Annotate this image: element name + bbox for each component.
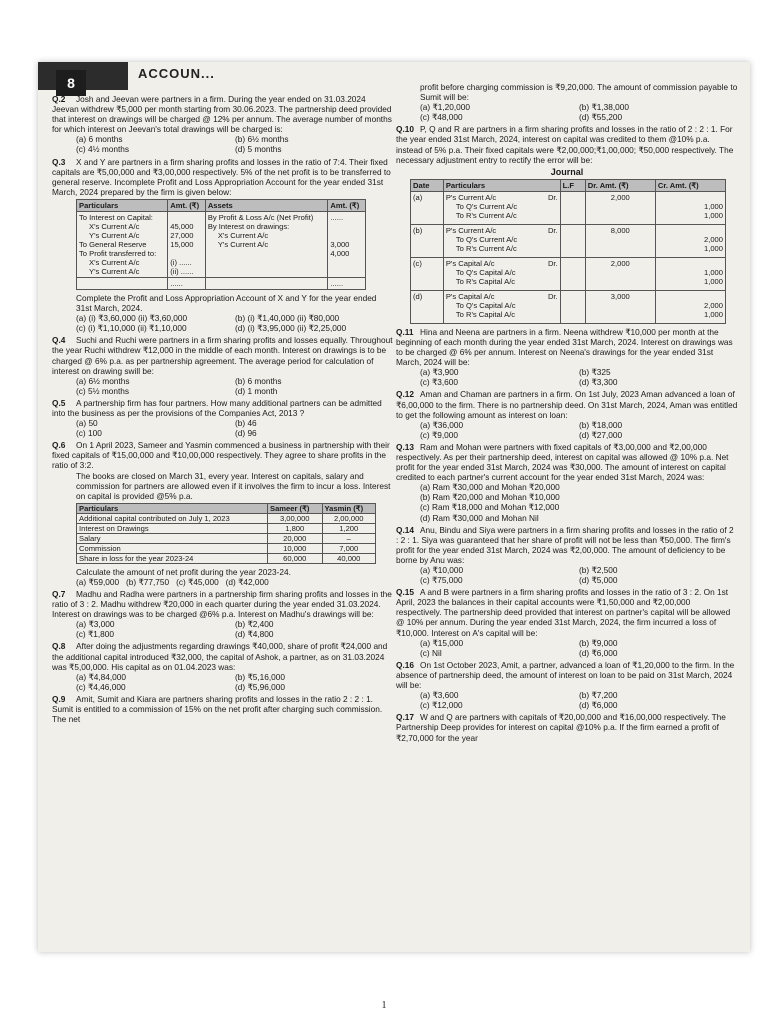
options (420, 420, 738, 440)
option-d: (d) Ram ₹30,000 and Mohan Nil (420, 512, 539, 523)
question-10 (396, 124, 738, 323)
debit-total: ...... (168, 277, 206, 289)
credit-total: ...... (328, 277, 366, 289)
question-text: P, Q and R are partners in a firm sharing profits and losses in the ratio of 2 : 2 : 1. For the year ended 31st March, 2024, interest on capital was credited to them @10% p.a. instead of 5% p.a. Their fixed capitals were ₹2,00,000;₹1,00,000; ₹50,000 respectively. The necessary adjustment entry to rectify the error will be: (396, 124, 734, 165)
amount: 27,000 (170, 230, 194, 240)
line: By Profit & Loss A/c (Net Profit) (207, 212, 314, 222)
cell: 60,000 (268, 553, 323, 563)
options (420, 482, 738, 522)
question-5 (52, 398, 394, 438)
table-row (77, 533, 376, 543)
header-debit: Dr. Amt. (₹) (585, 179, 655, 191)
question-number: Q.14 (396, 524, 414, 535)
option-d: (d) 1 month (235, 385, 278, 396)
question-text-continued: profit before charging commission is ₹9,20,000. The amount of commission payable to Sumit will be: (420, 82, 738, 103)
dr-mark: Dr. (547, 192, 558, 202)
amount: 2,000 (703, 300, 723, 310)
question-text: Hina and Neena are partners in a firm. Neena withdrew ₹10,000 per month at the beginning of each month during the year ended 31st March, 2024. Interest on drawings was to be charged @ 6% per annum. Interest on Neena's drawings for the year ended 31st March, 2024 will be: (396, 326, 733, 368)
question-text: After doing the adjustments regarding drawings ₹40,000, share of profit ₹24,000 and the additional capital introduced ₹32,000, the capital of Ashok, a partner, as on 31.03.2024 was ₹5,00,000. His capital as on 01.04.2023 was: (52, 641, 388, 672)
question-11 (396, 327, 738, 388)
option-c: (c) ₹45,000 (176, 576, 219, 587)
lf-cell (560, 224, 585, 257)
question-text: X and Y are partners in a firm sharing profits and losses in the ratio of 7:4. Their fixed capitals are ₹5,00,000 and ₹3,00,000 respectively. 5% of the net profit is to be transferred to general reserve. Incomplete Profit and Loss Appropriation Account for the year ended 31st March, 2024 prepared by the firm is given below: (52, 156, 391, 197)
option-d: (d) 96 (235, 428, 257, 439)
cell: 1,200 (322, 523, 375, 533)
question-9 (52, 694, 394, 724)
option-a: (a) ₹3,600 (420, 690, 459, 701)
credit-amounts (328, 211, 366, 277)
particulars-cell (443, 224, 560, 257)
amount: 1,000 (703, 267, 723, 277)
header-date: Date (411, 179, 444, 191)
option-b: (b) ₹77,750 (126, 576, 170, 587)
question-text: Ram and Mohan were partners with fixed capitals of ₹3,00,000 and ₹2,00,000 respectively. As per their partnership deed, interest on capital was allowed @ 10% p.a. Net profit for the year ended 31st March, 2024 was ₹30,000. The amount of interest on capital credited to each partner's current account for the year ended 31st March, 2024 was: (396, 441, 729, 483)
entry-line: P's Current A/c (445, 192, 497, 202)
option-d: (d) ₹6,000 (579, 700, 618, 711)
option-a: (a) Ram ₹30,000 and Mohan ₹20,000 (420, 482, 560, 493)
lf-cell (560, 191, 585, 224)
option-c: (c) Nil (420, 647, 442, 658)
question-3 (52, 157, 394, 334)
line: X's Current A/c (89, 221, 140, 231)
header-lf: L.F (560, 179, 585, 191)
line: Y's Current A/c (89, 230, 140, 240)
question-number: Q.10 (396, 124, 414, 135)
dr-mark: Dr. (547, 225, 558, 235)
entry-line: P's Current A/c (445, 225, 497, 235)
options (420, 565, 738, 585)
option-a: (a) ₹15,000 (420, 637, 464, 648)
amount: 15,000 (170, 239, 194, 249)
option-d: (d) ₹6,000 (579, 647, 618, 658)
question-text: Anu, Bindu and Siya were partners in a firm sharing profits and losses in the ratio of 2 : 2 : 1. Siya was guaranteed that her share of profit will not be less than ₹50,000. The firm's profit for the year ended 31st March, 2024 was ₹2,00,000. The amount of deficiency to be borne by Anu was: (396, 524, 734, 565)
option-b: (b) ₹2,400 (235, 619, 274, 630)
journal-title: Journal (550, 166, 584, 177)
options (76, 619, 394, 639)
credit-cell (655, 224, 725, 257)
date-cell: (d) (411, 290, 444, 323)
cell: Commission (77, 543, 268, 553)
header-particulars: Particulars (443, 179, 560, 191)
header-assets: Assets (205, 199, 328, 211)
question-number: Q.13 (396, 441, 414, 452)
entry-line: To Q's Current A/c (455, 234, 518, 244)
line: To Interest on Capital: (79, 212, 153, 222)
question-number: Q.12 (396, 389, 414, 400)
option-b: (b) ₹325 (579, 367, 611, 378)
question-7 (52, 589, 394, 639)
question-15 (396, 587, 738, 658)
option-c: (c) 5½ months (76, 385, 130, 396)
options (76, 376, 394, 396)
amount: (ii) ...... (170, 266, 194, 276)
option-d: (d) ₹5,96,000 (235, 681, 286, 692)
question-number: Q.7 (52, 589, 66, 599)
total-spacer (77, 277, 168, 289)
line: Y's Current A/c (89, 266, 140, 276)
line: Y's Current A/c (217, 239, 269, 249)
total-spacer (205, 277, 328, 289)
table-row (77, 543, 376, 553)
dr-mark: Dr. (547, 291, 558, 301)
credit-cell (655, 290, 725, 323)
right-column (396, 82, 738, 745)
options (76, 672, 394, 692)
credit-cell (655, 191, 725, 224)
option-b: (b) ₹1,38,000 (579, 102, 630, 113)
option-d: (d) ₹5,000 (579, 575, 618, 586)
debit-cell: 2,000 (585, 191, 655, 224)
question-12 (396, 389, 738, 439)
debit-cell: 8,000 (585, 224, 655, 257)
question-text: A partnership firm has four partners. How many additional partners can be admitted into the business as per the provisions of the Companies Act, 2013 ? (52, 397, 382, 418)
question-number: Q.16 (396, 659, 414, 670)
option-d: (d) ₹4,800 (235, 629, 274, 640)
option-c: (c) 100 (76, 428, 102, 439)
option-d: (d) ₹42,000 (225, 576, 269, 587)
question-text-continued: The books are closed on March 31, every year. Interest on capitals, salary and commission for partners are allowed even if it involves the firm to incur a loss. Interest on capital is provided @5% p.a. (76, 470, 391, 501)
cell: 2,00,000 (322, 513, 375, 523)
particulars-cell (443, 290, 560, 323)
cell: Interest on Drawings (77, 523, 268, 533)
table-row (77, 553, 376, 563)
cell: 3,00,000 (268, 513, 323, 523)
option-c: (c) ₹12,000 (420, 700, 463, 711)
entry-line: To R's Current A/c (455, 243, 517, 253)
question-number: Q.3 (52, 156, 66, 167)
option-d: (d) ₹3,300 (579, 377, 618, 388)
options (76, 418, 394, 438)
option-d: (d) ₹27,000 (579, 429, 623, 440)
date-cell: (a) (411, 191, 444, 224)
option-d: (d) (i) ₹3,95,000 (ii) ₹2,25,000 (235, 323, 347, 334)
cell: Salary (77, 533, 268, 543)
particulars-cell (443, 257, 560, 290)
question-16 (396, 660, 738, 710)
table-row (77, 513, 376, 523)
option-b: (b) 46 (235, 418, 257, 429)
option-c: (c) ₹4,46,000 (76, 681, 126, 692)
entry-line: To R's Capital A/c (455, 309, 516, 319)
option-c: (c) Ram ₹18,000 and Mohan ₹12,000 (420, 502, 560, 513)
cell: 10,000 (268, 543, 323, 553)
option-a: (a) (i) ₹3,60,000 (ii) ₹3,60,000 (76, 313, 188, 324)
running-title: ACCOUN... (138, 66, 215, 81)
options (76, 313, 394, 333)
header-sameer: Sameer (₹) (268, 503, 323, 513)
line: By Interest on drawings: (207, 221, 290, 231)
amount: 45,000 (170, 221, 194, 231)
header-yasmin: Yasmin (₹) (322, 503, 375, 513)
option-a: (a) 50 (76, 418, 98, 429)
entry-line: To Q's Capital A/c (455, 267, 516, 277)
options (420, 690, 738, 710)
question-text: Aman and Chaman are partners in a firm. On 1st July, 2023 Aman advanced a loan of ₹6,00,000 to the firm. There is no partnership deed. On 31st March, 2024, Aman was entitled to get the following amount as interest on loan: (396, 389, 738, 420)
option-c: (c) ₹1,800 (76, 629, 115, 640)
question-text: Suchi and Ruchi were partners in a firm sharing profits and losses equally. Throughout the year Ruchi withdrew ₹12,000 in the middle of each month. Interest on drawings is to be charged @ 6% p.a. as per partnership agreement. The average period for calculation of interest on drawing swill be: (52, 335, 393, 376)
page-number-badge: 8 (56, 70, 86, 96)
entry-line: To Q's Capital A/c (455, 300, 516, 310)
cell: 1,800 (268, 523, 323, 533)
header-credit: Cr. Amt. (₹) (655, 179, 725, 191)
question-13 (396, 442, 738, 523)
table-row (77, 523, 376, 533)
line: To General Reserve (79, 239, 147, 249)
amount: 1,000 (703, 201, 723, 211)
line: X's Current A/c (89, 257, 140, 267)
question-number: Q.11 (396, 326, 414, 337)
amount: (i) ...... (170, 257, 192, 267)
entry-line: P's Capital A/c (445, 291, 495, 301)
question-number: Q.5 (52, 397, 66, 408)
question-4 (52, 335, 394, 396)
debit-cell: 3,000 (585, 290, 655, 323)
amount: 1,000 (703, 210, 723, 220)
option-d: (d) ₹55,200 (579, 112, 623, 123)
question-text: On 1 April 2023, Sameer and Yasmin commenced a business in partnership with their fixed capitals of ₹15,00,000 and ₹10,00,000 respectively. They agree to share profits in the ratio of 3:2. (52, 440, 390, 471)
question-instruction: Complete the Profit and Loss Appropriation Account of X and Y for the year ended 31st March, 2024. (76, 292, 377, 314)
option-b: (b) Ram ₹20,000 and Mohan ₹10,000 (420, 492, 560, 503)
debit-cell: 2,000 (585, 257, 655, 290)
journal-row (411, 191, 726, 224)
cell: 20,000 (268, 533, 323, 543)
line: To Profit transferred to: (79, 248, 157, 258)
amount: ...... (330, 212, 344, 222)
option-c: (c) ₹3,600 (420, 377, 459, 388)
entry-line: To R's Current A/c (455, 210, 517, 220)
options (420, 367, 738, 387)
question-text: Amit, Sumit and Kiara are partners sharing profits and losses in the ratio 2 : 2 : 1. Sumit is entitled to a commission of 15% on the net profit after charging such commission. The net (52, 693, 383, 725)
cell: Share in loss for the year 2023-24 (77, 553, 268, 563)
partner-details-table (76, 503, 376, 564)
lf-cell (560, 290, 585, 323)
debit-amounts (168, 211, 206, 277)
question-text: Josh and Jeevan were partners in a firm. During the year ended on 31.03.2024 Jeevan withdrew ₹5,000 per month starting from 30.06.2023. The partnership deed provided that interest on drawings will be charged @ 12% per annum. The average number of months for which interest on Jeevan's total drawings will be charged is: (52, 94, 392, 135)
question-17 (396, 712, 738, 742)
header-amount-2: Amt. (₹) (328, 199, 366, 211)
date-cell: (b) (411, 224, 444, 257)
option-c: (c) ₹75,000 (420, 575, 463, 586)
entry-line: To R's Capital A/c (455, 276, 516, 286)
credit-particulars (205, 211, 328, 277)
option-c: (c) (i) ₹1,10,000 (ii) ₹1,10,000 (76, 323, 187, 334)
option-a: (a) 6 months (76, 134, 123, 145)
lf-cell (560, 257, 585, 290)
cell: 7,000 (322, 543, 375, 553)
options (76, 134, 394, 154)
question-number: Q.9 (52, 693, 66, 704)
option-a: (a) ₹59,000 (76, 576, 120, 587)
question-9-continued (396, 82, 738, 122)
amount: 1,000 (703, 243, 723, 253)
option-a: (a) 6½ months (76, 375, 130, 386)
options (420, 638, 738, 658)
question-2 (52, 94, 394, 155)
amount: 4,000 (330, 248, 350, 258)
credit-cell (655, 257, 725, 290)
cell: – (322, 533, 375, 543)
option-a: (a) ₹3,000 (76, 619, 115, 630)
header-particulars: Particulars (77, 199, 168, 211)
question-text: On 1st October 2023, Amit, a partner, advanced a loan of ₹1,20,000 to the firm. In the absence of partnership deed, the amount of interest on loan to be paid on 31st March, 2024 will be: (396, 659, 735, 691)
question-number: Q.17 (396, 712, 414, 723)
options-inline (76, 577, 394, 587)
option-a: (a) ₹36,000 (420, 419, 464, 430)
option-a: (a) ₹3,900 (420, 367, 459, 378)
amount: 2,000 (703, 234, 723, 244)
option-b: (b) ₹9,000 (579, 637, 618, 648)
option-b: (b) 6½ months (235, 134, 289, 145)
question-number: Q.6 (52, 440, 66, 451)
question-instruction: Calculate the amount of net profit during the year 2023-24. (76, 566, 291, 577)
date-cell: (c) (411, 257, 444, 290)
question-number: Q.4 (52, 335, 66, 346)
option-b: (b) ₹7,200 (579, 690, 618, 701)
question-text: A and B were partners in a firm sharing profits and losses in the ratio of 3 : 2. On 1st April, 2023 the balances in their capital accounts were ₹1,50,000 and ₹2,00,000 respectively. The partnership deed provided that interest on partner's capital will be allowed @ 10% per annum. During the year ended 31st March, 2024, the firm incurred a loss of ₹10,000. Interest on A's capital will be: (396, 587, 731, 638)
option-a: (a) ₹10,000 (420, 565, 464, 575)
question-number: Q.2 (52, 94, 66, 104)
option-b: (b) 6 months (235, 375, 282, 386)
question-8 (52, 641, 394, 691)
question-text: W and Q are partners with capitals of ₹20,00,000 and ₹16,00,000 respectively. The Partnership Deep provides for interest on capital @10% p.a. If the firm earned a profit of ₹2,70,000 for the year (396, 712, 726, 743)
cell: Additional capital contributed on July 1, 2023 (77, 513, 268, 523)
option-b: (b) ₹18,000 (579, 419, 623, 430)
entry-line: P's Capital A/c (445, 258, 495, 268)
question-number: Q.15 (396, 587, 414, 598)
option-b: (b) ₹5,16,000 (235, 671, 286, 682)
amount: 1,000 (703, 309, 723, 319)
journal-table (410, 179, 726, 324)
question-number: Q.8 (52, 641, 66, 652)
header-amount: Amt. (₹) (168, 199, 206, 211)
journal-row (411, 290, 726, 323)
option-c: (c) 4½ months (76, 144, 130, 155)
option-a: (a) ₹1,20,000 (420, 102, 471, 113)
journal-row (411, 257, 726, 290)
option-c: (c) ₹48,000 (420, 112, 463, 123)
dr-mark: Dr. (547, 258, 558, 268)
options (420, 102, 738, 122)
line: X's Current A/c (217, 230, 269, 240)
footer-page-number: 1 (381, 1000, 387, 1011)
question-14 (396, 525, 738, 586)
option-a: (a) ₹4,84,000 (76, 671, 127, 682)
cell: 40,000 (322, 553, 375, 563)
header-particulars: Particulars (77, 503, 268, 513)
question-text: Madhu and Radha were partners in a partnership firm sharing profits and losses in the ratio of 3 : 2. Madhu withdrew ₹20,000 in each quarter during the year ended 31.03.2024. Interest on drawings was to be charged @6% p.a. Interest on Madhu's drawings will be: (52, 589, 392, 620)
question-6 (52, 440, 394, 587)
option-c: (c) ₹9,000 (420, 429, 459, 440)
option-b: (b) (i) ₹1,40,000 (ii) ₹80,000 (235, 313, 340, 324)
entry-line: To Q's Current A/c (455, 201, 518, 211)
option-b: (b) ₹2,500 (579, 565, 618, 575)
book-page (38, 62, 750, 952)
left-column (52, 94, 394, 726)
appropriation-account-table (76, 199, 366, 290)
particulars-cell (443, 191, 560, 224)
amount: 1,000 (703, 276, 723, 286)
option-d: (d) 5 months (235, 144, 282, 155)
journal-row (411, 224, 726, 257)
debit-particulars (77, 211, 168, 277)
amount: 3,000 (330, 239, 350, 249)
